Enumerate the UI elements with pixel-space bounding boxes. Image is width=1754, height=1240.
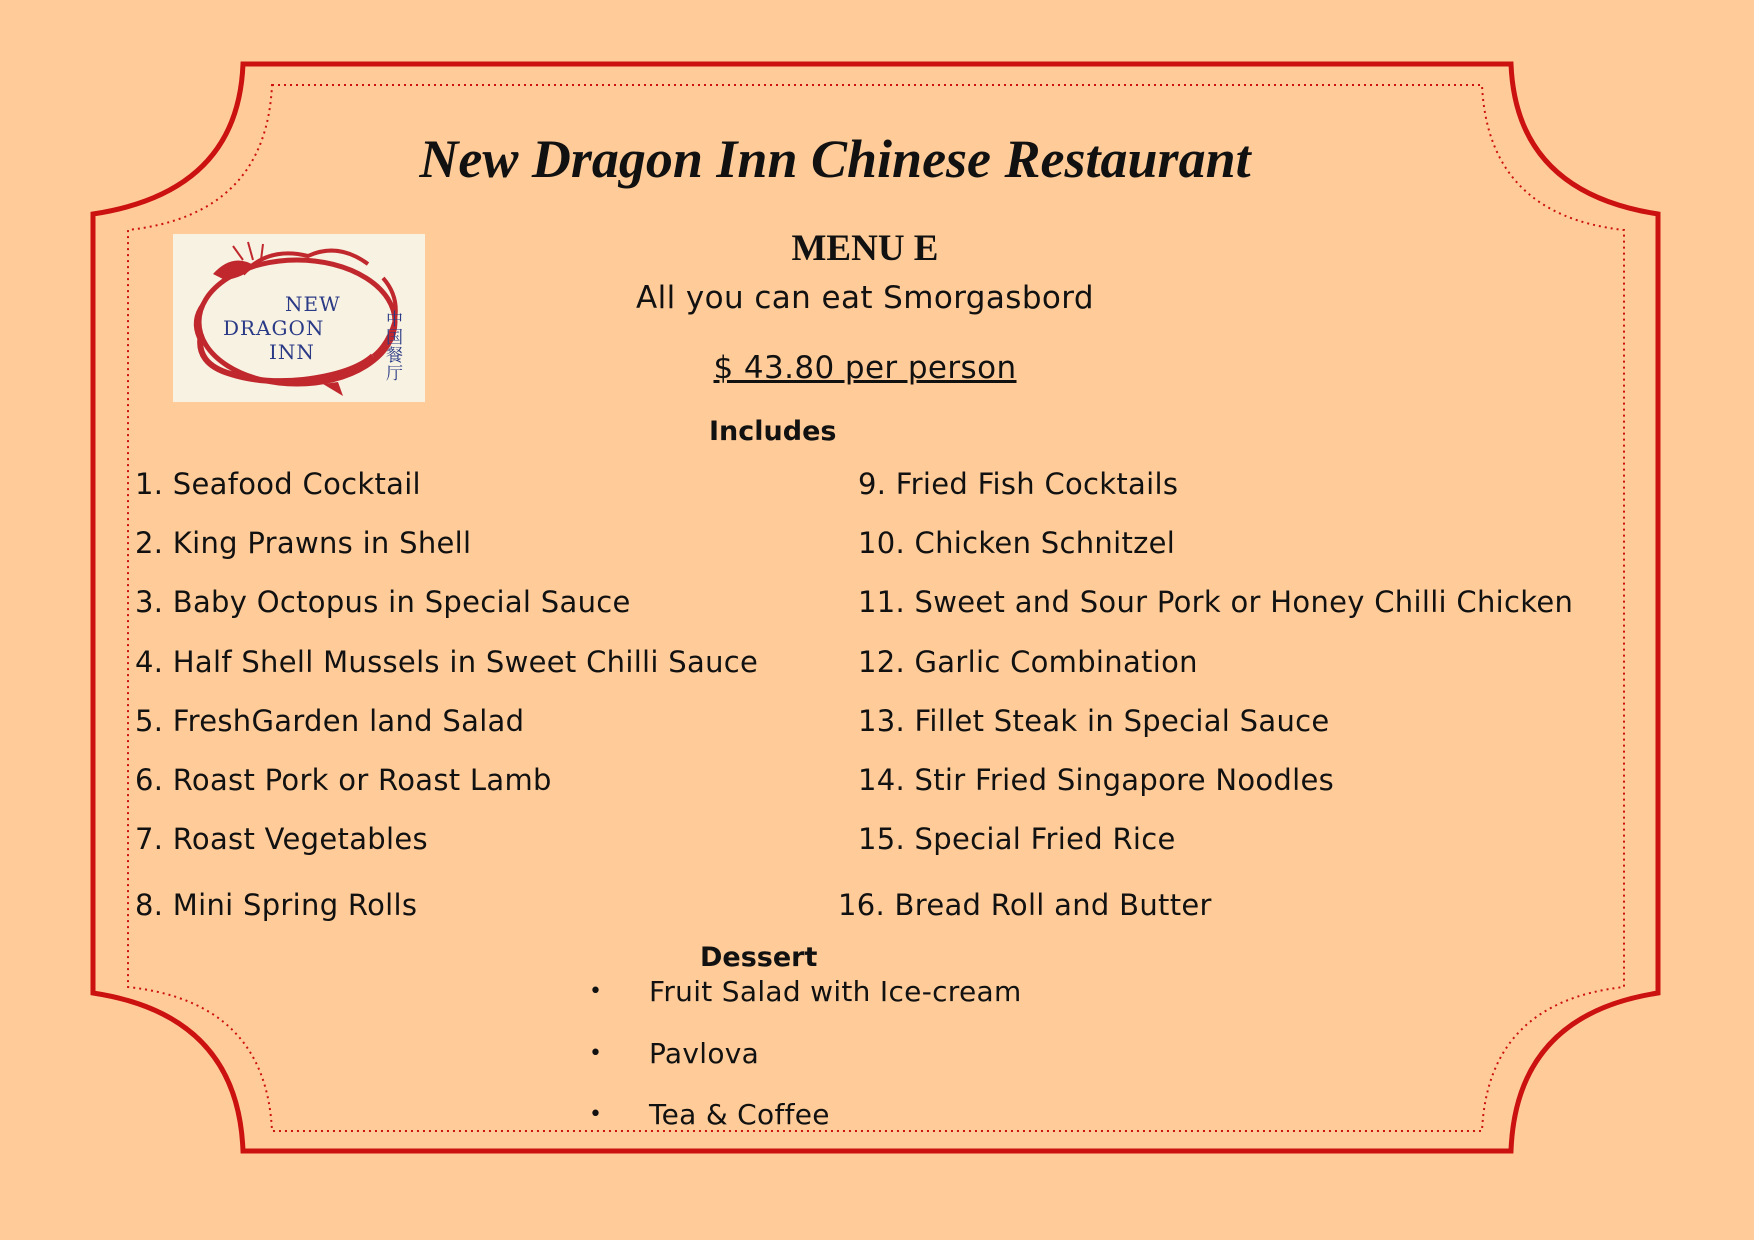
menu-item-4: 4. Half Shell Mussels in Sweet Chilli Sauce [135,645,759,679]
dessert-item-2: Pavlova [649,1037,760,1070]
menu-item-3: 3. Baby Octopus in Special Sauce [135,585,631,619]
bullet-icon: • [589,1102,602,1127]
bullet-icon: • [589,1041,602,1066]
logo-word-dragon: DRAGON [223,316,325,340]
dessert-item-1: Fruit Salad with Ice-cream [649,975,1022,1008]
logo-word-new: NEW [285,292,341,316]
restaurant-logo [173,234,425,402]
menu-item-6: 6. Roast Pork or Roast Lamb [135,763,552,797]
dessert-item-3: Tea & Coffee [649,1098,830,1131]
menu-item-13: 13. Fillet Steak in Special Sauce [858,704,1330,738]
menu-item-12: 12. Garlic Combination [858,645,1198,679]
menu-item-10: 10. Chicken Schnitzel [858,526,1176,560]
menu-item-8: 8. Mini Spring Rolls [135,888,418,922]
menu-price: $ 43.80 per person [713,350,1017,386]
menu-item-2: 2. King Prawns in Shell [135,526,472,560]
menu-item-1: 1. Seafood Cocktail [135,467,421,501]
includes-heading: Includes [709,416,837,447]
logo-word-inn: INN [269,340,315,364]
menu-item-15: 15. Special Fried Rice [858,822,1176,856]
menu-subtitle: All you can eat Smorgasbord [636,280,1094,316]
menu-item-7: 7. Roast Vegetables [135,822,428,856]
menu-item-16: 16. Bread Roll and Butter [838,888,1212,922]
dessert-heading: Dessert [700,942,818,973]
menu-name: MENU E [791,228,939,269]
menu-item-14: 14. Stir Fried Singapore Noodles [858,763,1335,797]
logo-chinese-text: 中国餐厅 [386,310,403,384]
restaurant-title: New Dragon Inn Chinese Restaurant [419,129,1251,189]
menu-item-11: 11. Sweet and Sour Pork or Honey Chilli Chicken [858,585,1574,619]
menu-item-5: 5. FreshGarden land Salad [135,704,525,738]
menu-item-9: 9. Fried Fish Cocktails [858,467,1179,501]
bullet-icon: • [589,979,602,1004]
